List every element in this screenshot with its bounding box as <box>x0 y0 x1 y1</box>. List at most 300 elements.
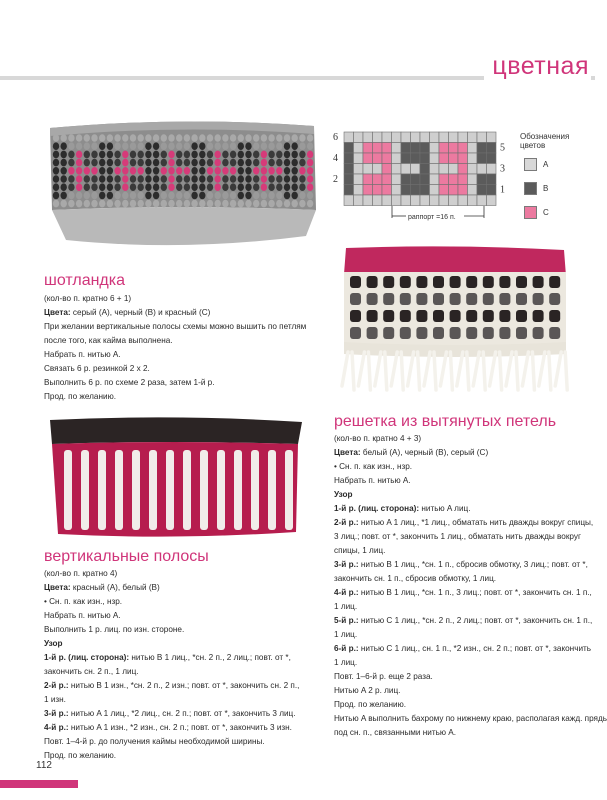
text-line <box>44 320 306 334</box>
text-line <box>334 614 607 628</box>
fringe-strand <box>418 352 420 390</box>
stitch <box>276 183 282 191</box>
stitch <box>307 159 313 167</box>
stitch <box>114 134 120 142</box>
stitch <box>153 192 159 200</box>
lattice-cell <box>516 276 527 288</box>
stitch <box>245 167 251 175</box>
stitch <box>84 151 90 159</box>
chart-cell <box>401 153 411 164</box>
lattice-cell <box>466 293 477 305</box>
chart-cell <box>468 185 478 196</box>
stitch <box>91 183 97 191</box>
stitch <box>307 175 313 183</box>
lattice-cell <box>433 293 444 305</box>
lattice-cell <box>499 327 510 339</box>
stitch <box>292 167 298 175</box>
stitch <box>207 159 213 167</box>
stitch <box>145 151 151 159</box>
text-line <box>334 656 607 670</box>
lattice-cell <box>433 310 444 322</box>
stitch <box>68 151 74 159</box>
line-text: закончить сн. 2 п., 1 лиц. <box>44 667 139 676</box>
stitch <box>245 192 251 200</box>
chart-cell <box>449 153 459 164</box>
chart-cell <box>373 164 383 175</box>
text-line <box>334 642 607 656</box>
stitch <box>261 159 267 167</box>
stitch <box>307 142 313 150</box>
stitch <box>145 175 151 183</box>
line-text: нитью A лиц. <box>419 504 471 513</box>
stitch <box>261 200 267 208</box>
chart-cell <box>363 174 373 185</box>
stitch <box>207 134 213 142</box>
stitch <box>99 192 105 200</box>
text-line <box>334 432 607 446</box>
chart-row-number-right: 5 <box>500 142 505 154</box>
text-line <box>334 684 607 698</box>
lattice-cell <box>400 276 411 288</box>
chart-cell <box>458 143 468 154</box>
stitch <box>138 151 144 159</box>
chart-cell <box>439 185 449 196</box>
chart-cell <box>411 195 421 206</box>
color-legend <box>520 132 595 228</box>
stitch <box>145 134 151 142</box>
stitch <box>207 142 213 150</box>
stitch <box>138 175 144 183</box>
stitch <box>76 159 82 167</box>
stitch <box>84 200 90 208</box>
stitch <box>253 192 259 200</box>
stitch <box>153 200 159 208</box>
stitch <box>284 134 290 142</box>
stitch <box>84 183 90 191</box>
page-header-title: цветная <box>484 52 591 81</box>
fringe-strand <box>358 352 364 386</box>
lattice-cell <box>450 310 461 322</box>
fringe-strand <box>565 352 567 390</box>
stitch <box>176 192 182 200</box>
stitch <box>91 175 97 183</box>
line-text: При желании вертикальные полосы схемы можно вышить по петлям <box>44 322 307 331</box>
stitch <box>161 167 167 175</box>
stitch <box>292 134 298 142</box>
stitch <box>138 183 144 191</box>
lattice-cell <box>350 293 361 305</box>
stitch <box>114 192 120 200</box>
bold-label: 3-й р.: <box>334 560 359 569</box>
lattice-cell <box>433 327 444 339</box>
stitch <box>122 134 128 142</box>
stitch <box>222 192 228 200</box>
stitch <box>307 134 313 142</box>
chart-cell <box>363 195 373 206</box>
text-line <box>334 488 607 502</box>
chart-cell <box>382 164 392 175</box>
fringe-strand <box>467 352 469 390</box>
stitch <box>107 192 113 200</box>
text-line <box>334 586 607 600</box>
stitch <box>284 183 290 191</box>
chart-cell <box>477 174 487 185</box>
chart-cell <box>487 164 497 175</box>
stitch <box>114 159 120 167</box>
stitch <box>99 167 105 175</box>
stitch <box>99 142 105 150</box>
bold-label: 2-й р.: <box>44 681 69 690</box>
stitch <box>114 167 120 175</box>
stitch <box>284 200 290 208</box>
line-text: нитью C 1 лиц., *сн. 2 п., 2 лиц.; повт. от *, закончить сн. 1 п., <box>358 616 593 625</box>
stitch <box>114 142 120 150</box>
stitch <box>84 142 90 150</box>
stitch <box>53 192 59 200</box>
stitch <box>161 183 167 191</box>
stitch <box>161 134 167 142</box>
line-text: нитью A 1 лиц., *1 лиц., обматать нить дважды вокруг спицы, <box>358 518 594 527</box>
lattice-cell <box>383 276 394 288</box>
stitch <box>107 183 113 191</box>
stitch <box>238 151 244 159</box>
legend-swatch <box>524 206 537 219</box>
chart-cell <box>468 164 478 175</box>
stitch <box>138 159 144 167</box>
text-line <box>44 693 299 707</box>
stitch <box>130 175 136 183</box>
chart-row-number-right: 1 <box>500 184 505 196</box>
stitch <box>222 151 228 159</box>
stitch <box>76 134 82 142</box>
stitch <box>299 151 305 159</box>
line-text: серый (A), черный (B) и красный (C) <box>70 308 211 317</box>
stitch <box>199 192 205 200</box>
bold-label: Цвета: <box>44 583 71 592</box>
stitch <box>215 134 221 142</box>
chart-cell <box>439 153 449 164</box>
stitch <box>191 175 197 183</box>
stitch <box>284 159 290 167</box>
chart-row-number-left: 6 <box>333 132 338 143</box>
bold-label: 3-й р.: <box>44 709 69 718</box>
chart-cell <box>439 143 449 154</box>
white-stripe <box>183 450 191 530</box>
lattice-cell <box>400 310 411 322</box>
lattice-cell <box>516 293 527 305</box>
stitch <box>61 192 67 200</box>
chart-cell <box>449 174 459 185</box>
chart-cell <box>420 153 430 164</box>
chart-cell <box>373 143 383 154</box>
stitch <box>84 167 90 175</box>
fringe-strand <box>549 352 551 390</box>
stitch <box>138 200 144 208</box>
chart-cell <box>373 132 383 143</box>
chart-cell <box>458 132 468 143</box>
text-line <box>44 581 299 595</box>
chart-cell <box>420 143 430 154</box>
stitch <box>222 175 228 183</box>
stitch <box>284 142 290 150</box>
chart-cell <box>449 195 459 206</box>
chart-cell <box>411 153 421 164</box>
line-text: Выполнить 1 р. лиц. по изн. стороне. <box>44 625 185 634</box>
stitch <box>245 159 251 167</box>
legend-swatch <box>524 158 537 171</box>
line-text: после того, как кайма выполнена. <box>44 336 173 345</box>
stitch <box>184 151 190 159</box>
text-line <box>44 665 299 679</box>
stitch <box>253 134 259 142</box>
stitch <box>138 192 144 200</box>
line-text: • Сн. п. как изн., нзр. <box>334 462 413 471</box>
stitch <box>261 142 267 150</box>
stitch <box>176 159 182 167</box>
line-text: Повт. 1–6-й р. еще 2 раза. <box>334 672 433 681</box>
stitch <box>184 134 190 142</box>
chart-cell <box>392 174 402 185</box>
chart-cell <box>392 164 402 175</box>
stitch <box>276 167 282 175</box>
fringe-strand <box>450 352 452 390</box>
stitch <box>161 200 167 208</box>
lattice-cell <box>400 327 411 339</box>
chart-cell <box>344 132 354 143</box>
chart-cell <box>344 174 354 185</box>
fringe-strand <box>522 352 528 386</box>
stitch <box>161 142 167 150</box>
legend-label: B <box>543 183 549 193</box>
fringe-strand <box>490 352 496 386</box>
stitch <box>153 175 159 183</box>
chart-cell <box>468 195 478 206</box>
white-stripe <box>251 450 259 530</box>
line-text: нитью B 1 изн., *сн. 2 п., 2 изн.; повт. от *, закончить сн. 2 п., <box>68 681 300 690</box>
section-title-vertikalnye-polosy: вертикальные полосы <box>44 548 209 565</box>
text-line <box>334 474 607 488</box>
text-line <box>334 544 607 558</box>
chart-repeat-label: раппорт =16 п. <box>408 214 456 221</box>
line-text: 1 лиц. <box>334 602 358 611</box>
lattice-cell <box>383 327 394 339</box>
chart-cell <box>354 174 364 185</box>
stitch <box>176 151 182 159</box>
chart-cell <box>468 153 478 164</box>
stitch <box>168 192 174 200</box>
white-stripe <box>166 450 174 530</box>
line-text: спицы, 1 лиц. <box>334 546 386 555</box>
line-text: нитью B 1 лиц., *сн. 2 п., 2 лиц.; повт. от *, <box>129 653 291 662</box>
stitch <box>53 175 59 183</box>
legend-label: A <box>543 159 549 169</box>
stitch <box>53 151 59 159</box>
stitch <box>161 175 167 183</box>
stitch <box>199 159 205 167</box>
stitch <box>53 200 59 208</box>
swatch-shotlandka-image <box>44 118 320 248</box>
text-line <box>334 670 607 684</box>
stitch <box>199 183 205 191</box>
chart-cell <box>439 195 449 206</box>
stitch <box>253 175 259 183</box>
stitch <box>168 134 174 142</box>
line-text: Прод. по желанию. <box>334 700 406 709</box>
text-line <box>44 735 299 749</box>
fringe-strand <box>408 352 414 386</box>
stitch <box>130 134 136 142</box>
stitch <box>61 159 67 167</box>
stitch <box>238 134 244 142</box>
stitch <box>53 167 59 175</box>
stitch <box>184 142 190 150</box>
line-text: Набрать п. нитью A. <box>44 350 121 359</box>
stitch <box>91 159 97 167</box>
stitch <box>299 192 305 200</box>
text-line <box>334 698 607 712</box>
stitch <box>215 159 221 167</box>
bold-label: Узор <box>44 639 63 648</box>
stitch <box>261 151 267 159</box>
stitch <box>76 151 82 159</box>
chart-row-number-left: 2 <box>333 174 338 185</box>
stitch <box>245 183 251 191</box>
text-line <box>44 651 299 665</box>
stitch <box>68 192 74 200</box>
chart-cell <box>392 185 402 196</box>
text-line <box>334 558 607 572</box>
lattice-cell <box>549 293 560 305</box>
chart-cell <box>363 143 373 154</box>
stitch <box>207 200 213 208</box>
stitch <box>168 175 174 183</box>
section-title-shotlandka: шотландка <box>44 272 126 289</box>
text-line <box>334 628 607 642</box>
stitch <box>122 192 128 200</box>
stitch <box>168 200 174 208</box>
lattice-cell <box>466 310 477 322</box>
chart-row-number-left: 4 <box>333 153 338 164</box>
stitch <box>99 134 105 142</box>
text-line <box>44 595 299 609</box>
stitch <box>84 134 90 142</box>
line-text: Прод. по желанию. <box>44 392 116 401</box>
stitch <box>199 134 205 142</box>
stitch <box>261 192 267 200</box>
lattice-cell <box>533 293 544 305</box>
stitch <box>168 142 174 150</box>
line-text: 1 изн. <box>44 695 66 704</box>
text-line <box>334 572 607 586</box>
white-stripe <box>268 450 276 530</box>
lattice-cell <box>383 293 394 305</box>
chart-cell <box>430 132 440 143</box>
chart-cell <box>420 195 430 206</box>
stitch <box>61 183 67 191</box>
line-text: 3 лиц.; повт. от *, закончить 1 лиц., обматать нить дважды вокруг <box>334 532 581 541</box>
lattice-cell <box>350 327 361 339</box>
stitch <box>268 192 274 200</box>
chart-cell <box>392 195 402 206</box>
stitch <box>153 151 159 159</box>
chart-cell <box>487 195 497 206</box>
line-text: Набрать п. нитью A. <box>44 611 121 620</box>
stitch <box>68 142 74 150</box>
lattice-cell <box>416 327 427 339</box>
stitch <box>207 167 213 175</box>
lattice-cell <box>416 293 427 305</box>
lattice-cell <box>433 276 444 288</box>
chart-cell <box>420 185 430 196</box>
stitch <box>222 134 228 142</box>
stitch <box>107 151 113 159</box>
chart-cell <box>344 164 354 175</box>
stitch <box>238 192 244 200</box>
bold-label: Цвета: <box>44 308 71 317</box>
stitch <box>268 142 274 150</box>
text-line <box>44 707 299 721</box>
lattice-cell <box>533 327 544 339</box>
stitch <box>122 167 128 175</box>
line-text: (кол-во п. кратно 6 + 1) <box>44 294 132 303</box>
chart-cell <box>354 185 364 196</box>
stitch <box>107 175 113 183</box>
stitch <box>299 200 305 208</box>
stitch <box>168 167 174 175</box>
line-text: Прод. по желанию. <box>44 751 116 760</box>
stitch <box>191 200 197 208</box>
stitch <box>184 175 190 183</box>
bold-label: 1-й р. (лиц. сторона): <box>44 653 130 662</box>
text-line <box>44 623 299 637</box>
stitch <box>268 200 274 208</box>
bold-label: 2-й р.: <box>334 518 359 527</box>
stitch <box>107 200 113 208</box>
line-text: Нитью A 2 р. лиц. <box>334 686 401 695</box>
stitch <box>284 151 290 159</box>
stitch <box>230 167 236 175</box>
chart-cell <box>458 195 468 206</box>
line-text: белый (A), черный (B), серый (C) <box>360 448 489 457</box>
lattice-cell <box>367 276 378 288</box>
chart-cell <box>439 164 449 175</box>
chart-cell <box>449 143 459 154</box>
text-line <box>44 609 299 623</box>
chart-cell <box>468 132 478 143</box>
chart-cell <box>411 164 421 175</box>
line-text: 1 лиц. <box>334 630 358 639</box>
stitch <box>99 200 105 208</box>
stitch <box>268 167 274 175</box>
stitch <box>268 159 274 167</box>
stitch <box>230 200 236 208</box>
text-line <box>44 348 306 362</box>
chart-cell <box>468 174 478 185</box>
stitch <box>184 200 190 208</box>
stitch <box>145 159 151 167</box>
stitch <box>130 183 136 191</box>
chart-cell <box>439 174 449 185</box>
stitch <box>176 134 182 142</box>
stitch <box>122 151 128 159</box>
lattice-cell <box>450 293 461 305</box>
stitch <box>76 142 82 150</box>
stitch <box>191 167 197 175</box>
stitch <box>222 167 228 175</box>
stitch <box>276 151 282 159</box>
chart-cell <box>477 143 487 154</box>
stitch <box>261 167 267 175</box>
